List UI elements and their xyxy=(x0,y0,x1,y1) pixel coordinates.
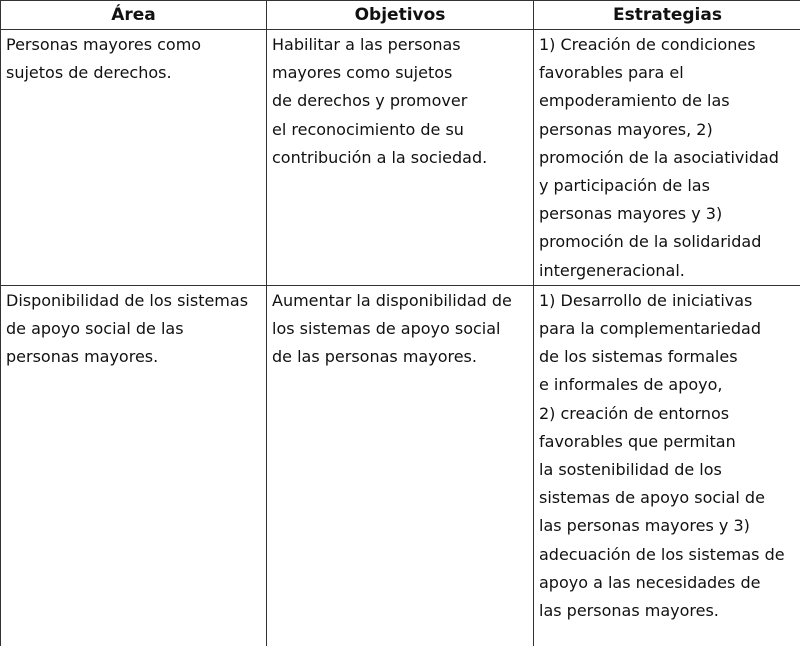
estrategias-cell xyxy=(534,30,800,286)
estrategias-line: personas mayores, 2) xyxy=(539,116,800,144)
area-line: de apoyo social de las xyxy=(6,315,266,343)
objetivos-line: Aumentar la disponibilidad de xyxy=(272,287,533,315)
estrategias-line: sistemas de apoyo social de xyxy=(539,484,800,512)
objetivos-line: contribución a la sociedad. xyxy=(272,144,533,172)
header-area: Área xyxy=(1,1,267,30)
area-line: Personas mayores como xyxy=(6,31,266,59)
estrategias-line: adecuación de los sistemas de xyxy=(539,541,800,569)
estrategias-line: apoyo a las necesidades de xyxy=(539,569,800,597)
estrategias-line: favorables que permitan xyxy=(539,428,800,456)
estrategias-line: la sostenibilidad de los xyxy=(539,456,800,484)
estrategias-line: empoderamiento de las xyxy=(539,87,800,115)
estrategias-line: favorables para el xyxy=(539,59,800,87)
header-estrategias: Estrategias xyxy=(534,1,800,30)
objetivos-line: el reconocimiento de su xyxy=(272,116,533,144)
objetivos-line: los sistemas de apoyo social xyxy=(272,315,533,343)
table-row xyxy=(1,30,800,286)
estrategias-line: promoción de la solidaridad xyxy=(539,228,800,256)
area-line: personas mayores. xyxy=(6,343,266,371)
area-line: sujetos de derechos. xyxy=(6,59,266,87)
estrategias-line: las personas mayores. xyxy=(539,597,800,625)
header-objetivos: Objetivos xyxy=(267,1,534,30)
estrategias-line: 1) Creación de condiciones xyxy=(539,31,800,59)
objetivos-line: de las personas mayores. xyxy=(272,343,533,371)
objetivos-line: de derechos y promover xyxy=(272,87,533,115)
estrategias-line: intergeneracional. xyxy=(539,257,800,285)
estrategias-line: e informales de apoyo, xyxy=(539,371,800,399)
table-header-row xyxy=(1,1,800,30)
table-row xyxy=(1,285,800,646)
area-line: Disponibilidad de los sistemas xyxy=(6,287,266,315)
objetivos-line: Habilitar a las personas xyxy=(272,31,533,59)
objetivos-cell xyxy=(267,285,534,646)
estrategias-line: 1) Desarrollo de iniciativas xyxy=(539,287,800,315)
estrategias-cell xyxy=(534,285,800,646)
objetivos-cell xyxy=(267,30,534,286)
area-cell xyxy=(1,30,267,286)
estrategias-line: promoción de la asociatividad xyxy=(539,144,800,172)
area-cell xyxy=(1,285,267,646)
estrategias-line: para la complementariedad xyxy=(539,315,800,343)
estrategias-line: de los sistemas formales xyxy=(539,343,800,371)
estrategias-line: 2) creación de entornos xyxy=(539,400,800,428)
estrategias-line: y participación de las xyxy=(539,172,800,200)
estrategias-line: las personas mayores y 3) xyxy=(539,512,800,540)
objetivos-line: mayores como sujetos xyxy=(272,59,533,87)
estrategias-line: personas mayores y 3) xyxy=(539,200,800,228)
